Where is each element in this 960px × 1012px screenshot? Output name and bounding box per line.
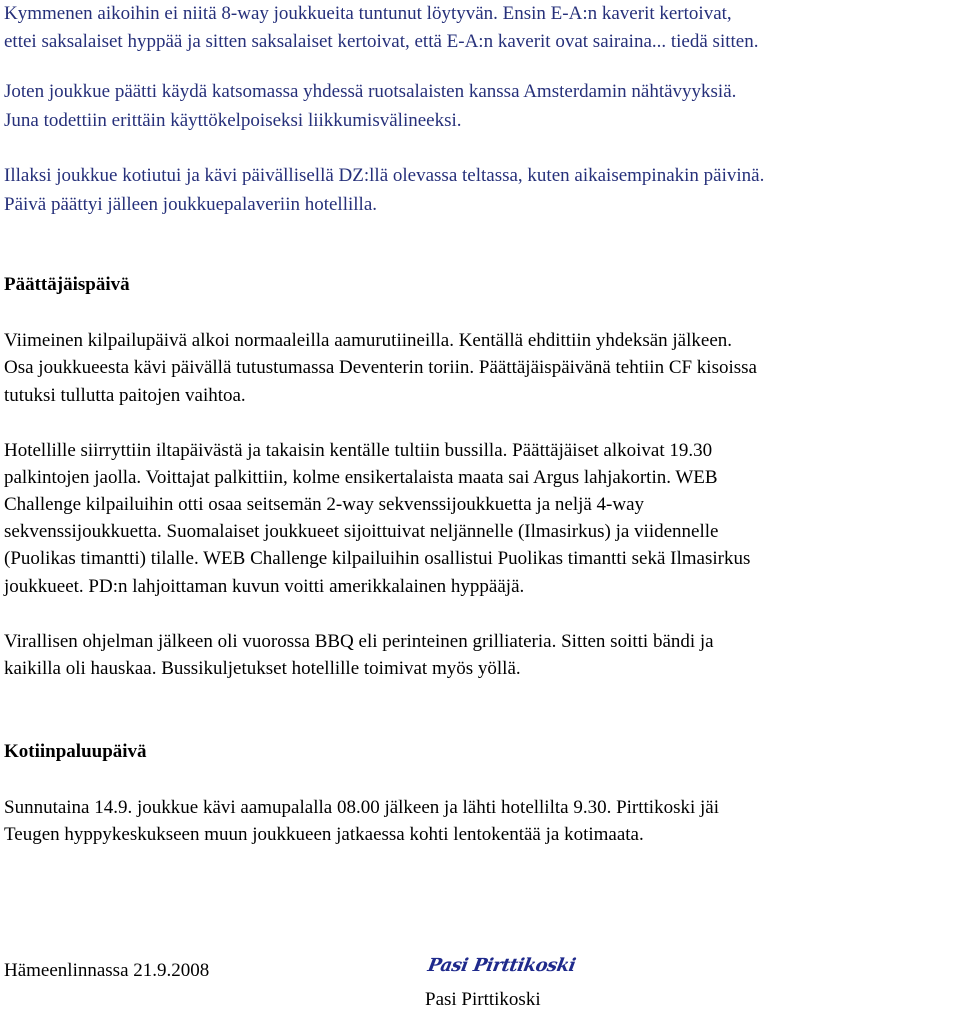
final-p3-line-2: kaikilla oli hauskaa. Bussikuljetukset hotellille toimivat myös yöllä. <box>4 658 521 679</box>
final-p1-line-1: Viimeinen kilpailupäivä alkoi normaaleilla aamurutiineilla. Kentällä ehdittiin yhdeksän jälkeen. <box>4 330 733 351</box>
paragraph-2-line-2: Juna todettiin erittäin käyttökelpoiseksi liikkumisvälineeksi. <box>4 110 462 131</box>
paragraph-1-line-1: Kymmenen aikoihin ei niitä 8-way joukkueita tuntunut löytyvän. Ensin E-A:n kaverit kertoivat, <box>4 3 732 24</box>
final-p1-line-2: Osa joukkueesta kävi päivällä tutustumassa Deventerin toriin. Päättäjäispäivänä tehtiin CF kisoissa <box>4 357 757 378</box>
paragraph-2-line-1: Joten joukkue päätti käydä katsomassa yhdessä ruotsalaisten kanssa Amsterdamin nähtävyyksiä. <box>4 81 737 102</box>
final-p2-line-6: joukkueet. PD:n lahjoittaman kuvun voitti amerikkalainen hyppääjä. <box>4 576 525 597</box>
handwritten-signature: Pasi Pirttikoski <box>426 955 578 976</box>
final-p2-line-2: palkintojen jaolla. Voittajat palkittiin, kolme ensikertalaista maata sai Argus lahjakortin. WEB <box>4 467 718 488</box>
signature-place-date: Hämeenlinnassa 21.9.2008 <box>4 960 210 981</box>
paragraph-3-line-1: Illaksi joukkue kotiutui ja kävi päivällisellä DZ:llä olevassa teltassa, kuten aikaisempinakin päivinä. <box>4 165 765 186</box>
final-p2-line-1: Hotellille siirryttiin iltapäivästä ja takaisin kentälle tultiin bussilla. Päättäjäiset alkoivat 19.30 <box>4 440 713 461</box>
return-p1-line-1: Sunnutaina 14.9. joukkue kävi aamupalalla 08.00 jälkeen ja lähti hotellilta 9.30. Pirttikoski jäi <box>4 797 719 818</box>
final-p2-line-3: Challenge kilpailuihin otti osaa seitsemän 2-way sekvenssijoukkuetta ja neljä 4-way <box>4 494 645 515</box>
final-p3-line-1: Virallisen ohjelman jälkeen oli vuorossa BBQ eli perinteinen grilliateria. Sitten soitti bändi ja <box>4 631 714 652</box>
final-p2-line-5: (Puolikas timantti) tilalle. WEB Challenge kilpailuihin osallistui Puolikas timantti sekä Ilmasirkus <box>4 548 751 569</box>
return-p1-line-2: Teugen hyppykeskukseen muun joukkueen jatkaessa kohti lentokentää ja kotimaata. <box>4 824 644 845</box>
section-heading-final-day: Päättäjäispäivä <box>4 274 130 295</box>
paragraph-1-line-2: ettei saksalaiset hyppää ja sitten saksalaiset kertoivat, että E-A:n kaverit ovat sairaina... tiedä sitten. <box>4 31 759 52</box>
section-heading-return-day: Kotiinpaluupäivä <box>4 741 147 762</box>
paragraph-3-line-2: Päivä päättyi jälleen joukkuepalaveriin hotellilla. <box>4 194 378 215</box>
final-p2-line-4: sekvenssijoukkuetta. Suomalaiset joukkueet sijoittuivat neljännelle (Ilmasirkus) ja viidennelle <box>4 521 719 542</box>
final-p1-line-3: tutuksi tullutta paitojen vaihtoa. <box>4 385 246 406</box>
signature-printed-name: Pasi Pirttikoski <box>425 989 541 1010</box>
